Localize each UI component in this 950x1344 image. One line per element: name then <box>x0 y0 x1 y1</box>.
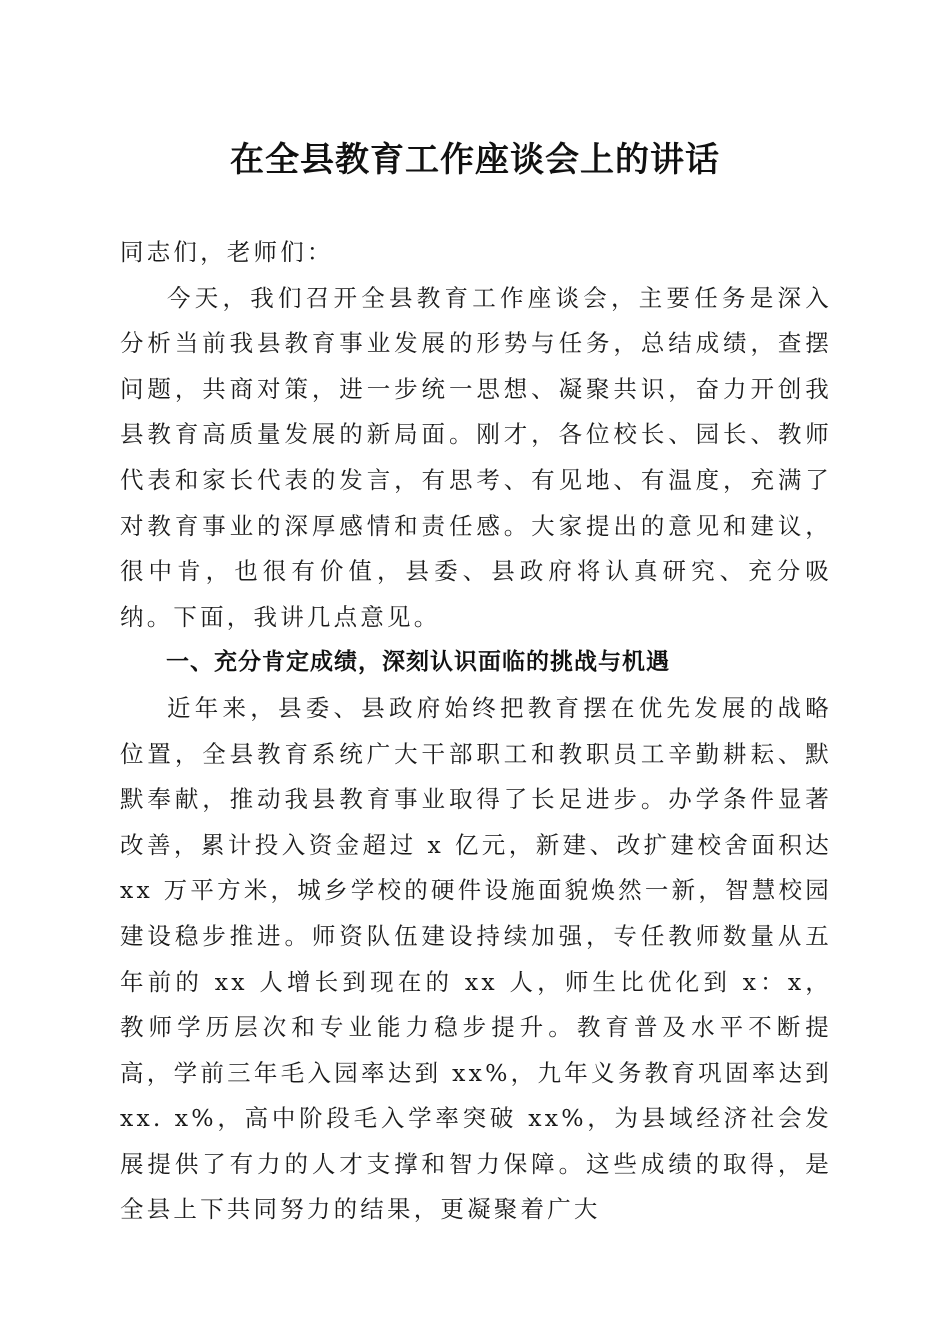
document-body <box>120 230 832 1233</box>
section-paragraph: 近年来，县委、县政府始终把教育摆在优先发展的战略位置，全县教育系统广大干部职工和教职员工辛勤耕耘、默默奉献，推动我县教育事业取得了长足进步。办学条件显著改善，累计投入资金超过 x 亿元，新建、改扩建校舍面积达 xx 万平方米，城乡学校的硬件设施面貌焕然一新，智慧校园建设稳步推进。师资队伍建设持续加强，专任教师数量从五年前的 xx 人增长到现在的 xx 人，师生比优化到 x：x，教师学历层次和专业能力稳步提升。教育普及水平不断提高，学前三年毛入园率达到 xx%，九年义务教育巩固率达到 xx. x%，高中阶段毛入学率突破 xx%，为县域经济社会发展提供了有力的人才支撑和智力保障。这些成绩的取得，是全县上下共同努力的结果，更凝聚着广大 <box>120 693 832 1224</box>
intro-paragraph: 今天，我们召开全县教育工作座谈会，主要任务是深入分析当前我县教育事业发展的形势与任务，总结成绩，查摆问题，共商对策，进一步统一思想、凝聚共识，奋力开创我县教育高质量发展的新局面。刚才，各位校长、园长、教师代表和家长代表的发言，有思考、有见地、有温度，充满了对教育事业的深厚感情和责任感。大家提出的意见和建议，很中肯，也很有价值，县委、县政府将认真研究、充分吸纳。下面，我讲几点意见。 <box>120 283 832 631</box>
document-title: 在全县教育工作座谈会上的讲话 <box>230 140 720 180</box>
section-heading: 一、充分肯定成绩，深刻认识面临的挑战与机遇 <box>166 649 670 676</box>
salutation: 同志们，老师们： <box>120 238 334 266</box>
